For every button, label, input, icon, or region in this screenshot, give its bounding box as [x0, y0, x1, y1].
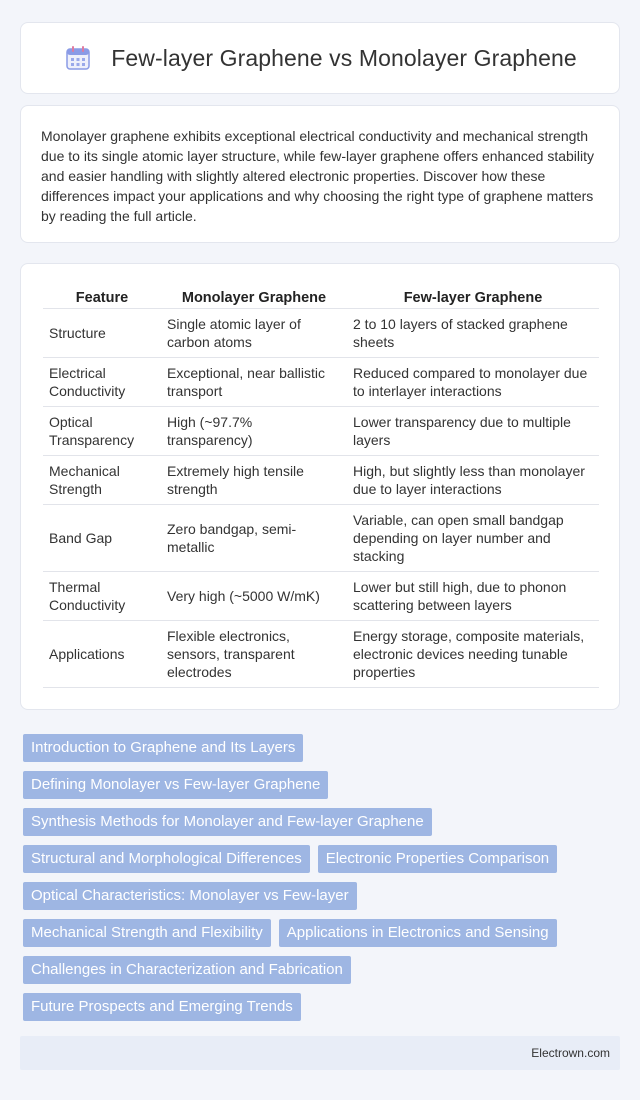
table-cell-feature: Band Gap — [43, 504, 161, 571]
topic-tag[interactable]: Structural and Morphological Differences — [23, 845, 310, 873]
table-cell-few-layer: Lower transparency due to multiple layers — [347, 406, 599, 455]
topic-tag[interactable]: Optical Characteristics: Monolayer vs Few-layer — [23, 882, 357, 910]
table-row — [43, 308, 599, 357]
comparison-table-card — [20, 263, 620, 710]
topic-tag[interactable]: Challenges in Characterization and Fabrication — [23, 956, 351, 984]
topic-tag[interactable]: Introduction to Graphene and Its Layers — [23, 734, 303, 762]
table-cell-few-layer: 2 to 10 layers of stacked graphene sheets — [347, 308, 599, 357]
tag-row — [23, 808, 619, 836]
table-cell-feature: Structure — [43, 308, 161, 357]
table-cell-few-layer: Variable, can open small bandgap depending on layer number and stacking — [347, 504, 599, 571]
topic-tag[interactable]: Defining Monolayer vs Few-layer Graphene — [23, 771, 328, 799]
comparison-table — [43, 284, 599, 688]
table-cell-few-layer: Reduced compared to monolayer due to interlayer interactions — [347, 357, 599, 406]
column-header-monolayer: Monolayer Graphene — [161, 284, 347, 308]
table-cell-feature: Mechanical Strength — [43, 455, 161, 504]
table-cell-few-layer: Energy storage, composite materials, electronic devices needing tunable properties — [347, 620, 599, 687]
table-row — [43, 571, 599, 620]
footer-brand[interactable]: Electrown.com — [531, 1046, 610, 1060]
intro-card — [20, 105, 620, 243]
table-cell-monolayer: Flexible electronics, sensors, transparent electrodes — [161, 620, 347, 687]
topic-tag[interactable]: Future Prospects and Emerging Trends — [23, 993, 301, 1021]
page-title: Few-layer Graphene vs Monolayer Graphene — [111, 44, 577, 71]
intro-text: Monolayer graphene exhibits exceptional electrical conductivity and mechanical strength due to its single atomic layer structure, while few-layer graphene offers enhanced stability and easier handling with slightly altered electronic properties. Discover how these differences impact your applications and why choosing the right type of graphene matters by reading the full article. — [41, 128, 595, 224]
table-row — [43, 357, 599, 406]
table-row — [43, 620, 599, 687]
table-cell-few-layer: High, but slightly less than monolayer due to layer interactions — [347, 455, 599, 504]
topic-tag[interactable]: Electronic Properties Comparison — [318, 845, 557, 873]
table-row — [43, 504, 599, 571]
table-cell-feature: Optical Transparency — [43, 406, 161, 455]
tag-row — [23, 771, 619, 799]
table-cell-feature: Applications — [43, 620, 161, 687]
tag-row — [23, 956, 619, 984]
tag-row — [23, 919, 619, 947]
related-topics — [23, 734, 619, 1030]
tag-row — [23, 734, 619, 762]
topic-tag[interactable]: Mechanical Strength and Flexibility — [23, 919, 271, 947]
header-card — [20, 22, 620, 94]
table-row — [43, 455, 599, 504]
tag-row — [23, 882, 619, 910]
calendar-icon — [63, 43, 93, 73]
table-cell-monolayer: Exceptional, near ballistic transport — [161, 357, 347, 406]
table-cell-monolayer: Single atomic layer of carbon atoms — [161, 308, 347, 357]
column-header-feature: Feature — [43, 284, 161, 308]
topic-tag[interactable]: Synthesis Methods for Monolayer and Few-layer Graphene — [23, 808, 432, 836]
table-cell-feature: Electrical Conductivity — [43, 357, 161, 406]
table-cell-monolayer: Extremely high tensile strength — [161, 455, 347, 504]
table-row — [43, 406, 599, 455]
footer — [20, 1036, 620, 1070]
column-header-few-layer: Few-layer Graphene — [347, 284, 599, 308]
table-header-row — [43, 284, 599, 308]
table-cell-monolayer: Zero bandgap, semi-metallic — [161, 504, 347, 571]
topic-tag[interactable]: Applications in Electronics and Sensing — [279, 919, 557, 947]
table-cell-few-layer: Lower but still high, due to phonon scattering between layers — [347, 571, 599, 620]
table-cell-monolayer: Very high (~5000 W/mK) — [161, 571, 347, 620]
table-cell-feature: Thermal Conductivity — [43, 571, 161, 620]
table-cell-monolayer: High (~97.7% transparency) — [161, 406, 347, 455]
tag-row — [23, 993, 619, 1021]
tag-row — [23, 845, 619, 873]
